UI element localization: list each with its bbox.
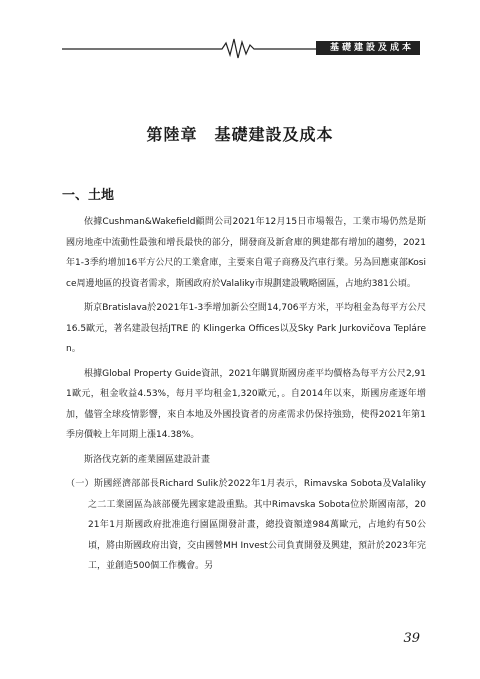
- paragraph: 依據Cushman&Wakefield顧問公司2021年12月15日市場報告，工業市場仍然是斯國房地產中流動性最強和增長最快的部分，開發商及新倉庫的興建都有增加的趨勢，2021年1-3季約增加16平方公尺的工業倉庫，主要來自電子商務及汽車行業。另為回應東部Kosice周邊地區的投資者需求，斯國政府於Valaliky市規劃建設戰略園區，占地約381公頃。: [66, 217, 426, 289]
- page-number: 39: [403, 631, 420, 646]
- paragraph: 斯洛伐克新的產業園區建設計畫: [84, 454, 211, 465]
- paragraph: 斯京Bratislava於2021年1-3季增加新公空間14,706平方米，平均租金為每平方公尺16.5歐元，著名建設包括JTRE 的 Klingerka Offices以及Sky Park Jurkovičova Tepláren。: [66, 303, 426, 354]
- running-header: [62, 36, 420, 60]
- section-heading: 一、土地: [62, 188, 115, 203]
- list-item: （一）斯國經濟部部長Richard Sulik於2022年1月表示，Rimavska Sobota及Valaliky之二工業園區為該部優先國家建設重點。其中Rimavska Sobota位於斯國南部，2021年1月斯國政府批准進行園區開發計畫，總投資額達984萬歐元，占地約有50公頃，將由斯國政府出資，交由國營MH Invest公司負責開發及興建，預計於2023年完工，並創造500個工作機會。另: [66, 479, 426, 571]
- paragraph: 根據Global Property Guide資訊，2021年購買斯國房產平均價格為每平方公尺2,911歐元，租金收益4.53%，每月平均租金1,320歐元，。自2014年以來，斯國房產逐年增加，儘管全球疫情影響，來自本地及外國投資者的房產需求仍保持強勁，使得2021年第1季房價較上年同期上漲14.38%。: [66, 368, 426, 440]
- chapter-title: 第陸章 基礎建設及成本: [146, 125, 334, 144]
- body-text: [66, 212, 426, 581]
- header-label: 基礎建設及成本: [316, 41, 420, 55]
